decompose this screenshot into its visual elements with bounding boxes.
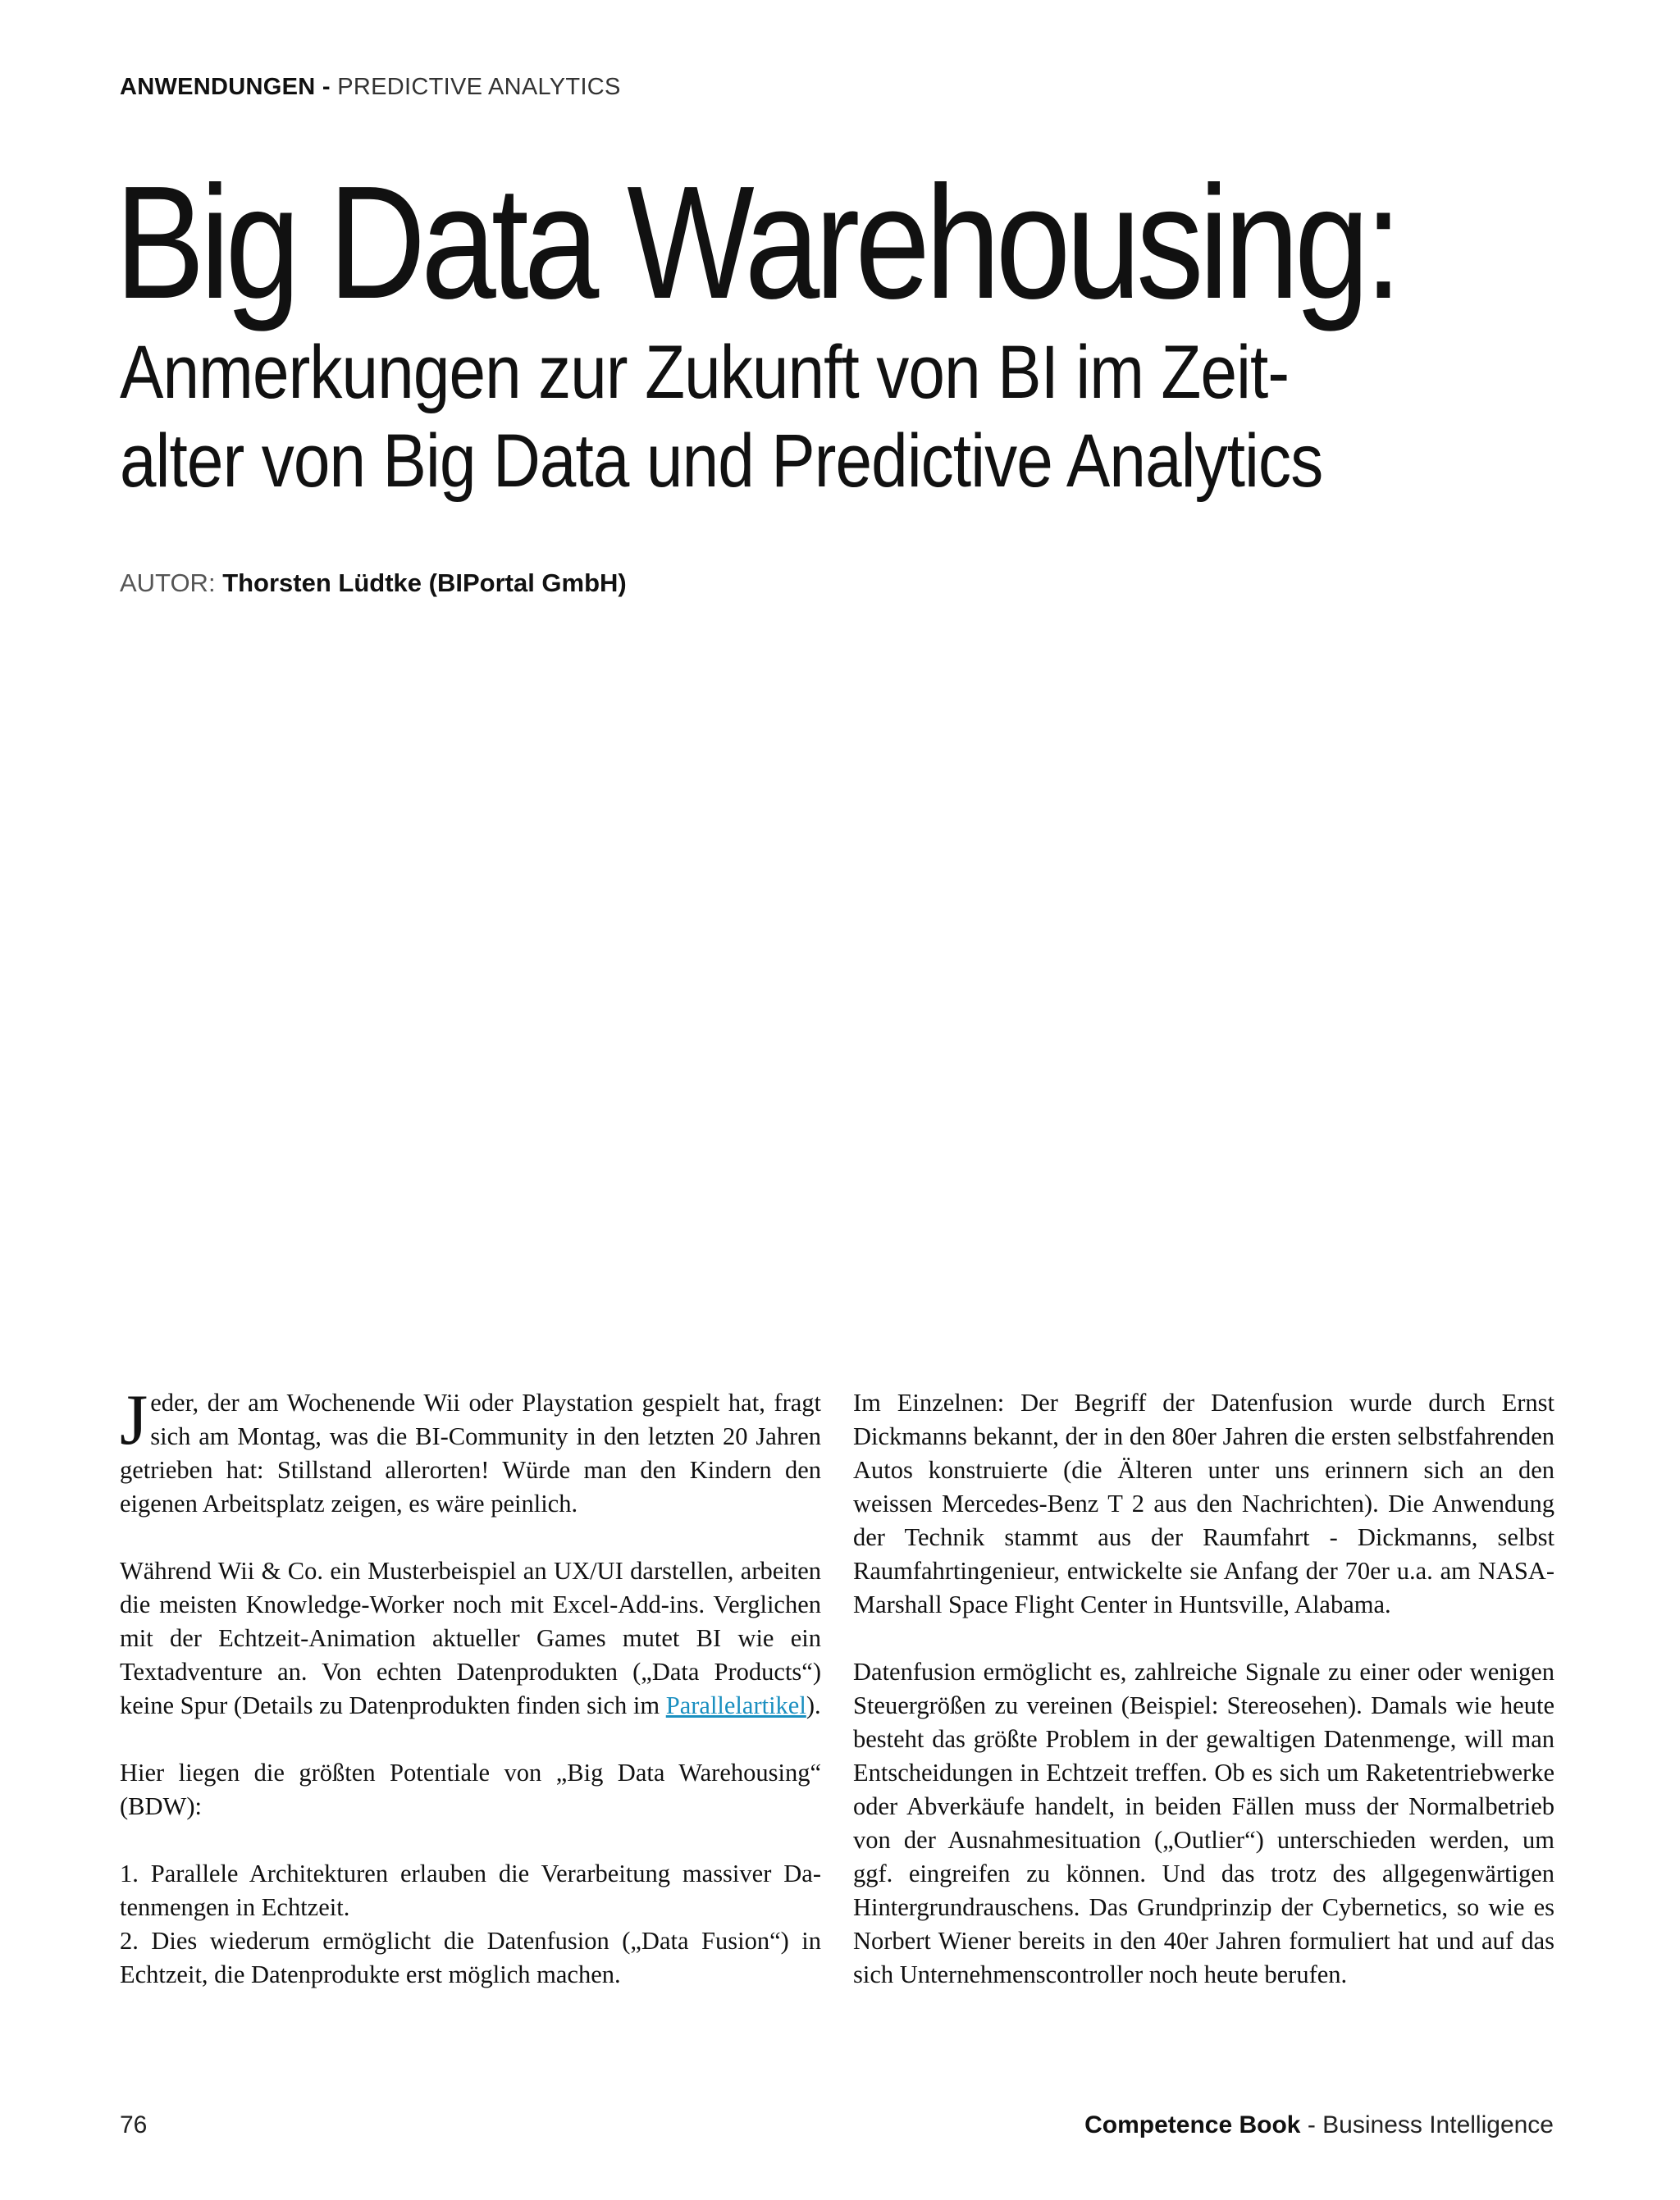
paragraph-text-end: ). bbox=[806, 1691, 821, 1719]
article-title: Big Data Warehousing: bbox=[115, 153, 1398, 332]
paragraph: Im Einzelnen: Der Begriff der Datenfusion wurde durch Ernst Dickmanns bekannt, der in den 80er Jahren die ersten selbstfahrenden Autos konstruierte (die Älteren unter uns erinnern sich an den weissen Mercedes-Benz T 2 aus den Nachrichten). Die Anwendung der Technik stammt aus der Raumfahrt - Dickmanns, selbst Raumfahrtingenieur, entwickelte sie Anfang der 70er u.a. am NASA-Marshall Space Flight Center in Huntsville, Alabama. bbox=[853, 1389, 1554, 1618]
author-line bbox=[120, 568, 627, 598]
page-number: 76 bbox=[120, 2111, 148, 2138]
list-item: 1. Parallele Architekturen erlauben die Verarbeitung massiver Datenmengen in Echtzeit. bbox=[120, 1860, 821, 1921]
subtitle-line: Anmerkungen zur Zukunft von BI im Zeit- bbox=[120, 331, 1290, 414]
paragraph-text: eder, der am Wochenende Wii oder Playstation gespielt hat, fragt sich am Montag, was die BI-Community in den letzten 20 Jahren getrieben hat: Stillstand allerorten! Würde man den Kindern den eigenen Arbeitsplatz zeigen, es wäre peinlich. bbox=[120, 1389, 821, 1518]
header-subsection: PREDICTIVE ANALYTICS bbox=[337, 74, 621, 100]
paragraph: Hier liegen die größten Potentiale von „Big Data Warehousing“ (BDW): bbox=[120, 1759, 821, 1820]
parallelartikel-link[interactable]: Parallelartikel bbox=[665, 1691, 806, 1719]
drop-cap: J bbox=[120, 1381, 148, 1460]
header-section: ANWENDUNGEN - bbox=[120, 74, 331, 100]
author-label: AUTOR: bbox=[120, 568, 216, 597]
article-subtitle bbox=[120, 328, 1404, 505]
paragraph bbox=[120, 1554, 821, 1723]
footer-publication bbox=[1084, 2111, 1554, 2139]
body-column-right bbox=[853, 1386, 1554, 1992]
running-header bbox=[120, 74, 621, 101]
subtitle-line: alter von Big Data und Predictive Analytics bbox=[120, 419, 1323, 503]
book-subtitle: - Business Intelligence bbox=[1300, 2111, 1554, 2138]
body-column-left bbox=[120, 1381, 821, 1992]
paragraph: Datenfusion ermöglicht es, zahlreiche Signale zu einer oder wenigen Steuergrößen zu vereinen (Beispiel: Stereosehen). Damals wie heute besteht das größte Problem in der gewaltigen Datenmenge, will man Entscheidungen in Echtzeit treffen. Ob es sich um Raketentriebwerke oder Abverkäufe handelt, in beiden Fällen muss der Normalbetrieb von der Ausnahmesituation („Outlier“) unterschieden werden, um ggf. eingreifen zu können. Und das trotz des allgegenwärtigen Hintergrundrauschens. Das Grundprinzip der Cybernetics, so wie es Norbert Wiener bereits in den 40er Jahren formuliert hat und auf das sich Unternehmenscontroller noch heute berufen. bbox=[853, 1658, 1554, 1988]
paragraph bbox=[120, 1381, 821, 1521]
paragraph-text: Während Wii & Co. ein Musterbeispiel an UX/UI darstellen, arbeiten die meisten Knowledge-Worker noch mit Excel-Add-ins. Verglichen mit der Echtzeit-Animation aktueller Games mutet BI wie ein Textadventure an. Von echten Datenprodukten („Data Products“) keine Spur (Details zu Datenprodukten finden sich im bbox=[120, 1557, 821, 1719]
author-name: Thorsten Lüdtke (BIPortal GmbH) bbox=[222, 568, 627, 597]
list-item: 2. Dies wiederum ermöglicht die Datenfusion („Data Fusion“) in Echtzeit, die Datenprodukte erst möglich machen. bbox=[120, 1927, 821, 1988]
book-title: Competence Book bbox=[1084, 2111, 1301, 2138]
